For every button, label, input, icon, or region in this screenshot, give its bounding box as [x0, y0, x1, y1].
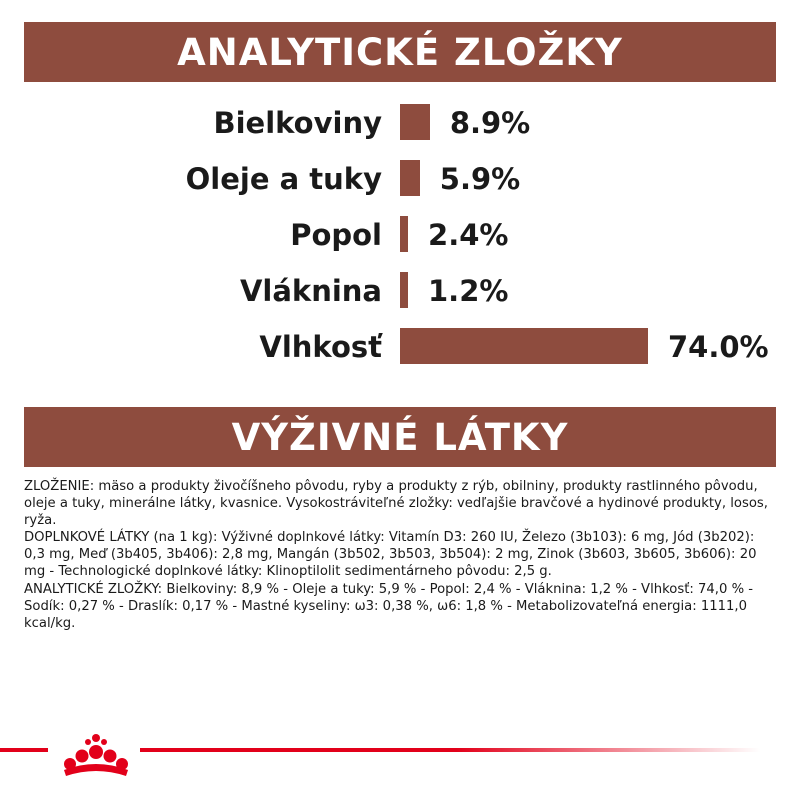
chart-row	[0, 319, 800, 375]
composition-paragraph: ZLOŽENIE: mäso a produkty živočíšneho pôvodu, ryby a produkty z rýb, obilniny, produkty rastlinného pôvodu, oleje a tuky, minerálne látky, kvasnice. Vysokostráviteľné zložky: vedľajšie bravčové a hydinové produkty, losos, ryža.	[24, 479, 768, 529]
category-label: Vlhkosť	[259, 330, 382, 364]
chart-row	[0, 95, 800, 151]
analytical-components-chart	[0, 95, 800, 395]
value-label: 1.2%	[428, 274, 509, 308]
royal-crown-icon	[48, 718, 140, 782]
nutrients-title: VÝŽIVNÉ LÁTKY	[231, 415, 569, 459]
analytical-components-banner	[24, 22, 776, 82]
analytical-components-title: ANALYTICKÉ ZLOŽKY	[177, 30, 623, 74]
category-label: Oleje a tuky	[185, 162, 382, 196]
category-label: Bielkoviny	[213, 106, 382, 140]
royal-canin-crown-icon	[48, 718, 140, 782]
value-bar	[400, 104, 430, 140]
additives-paragraph: DOPLNKOVÉ LÁTKY (na 1 kg): Výživné doplnkové látky: Vitamín D3: 260 IU, Železo (3b103): 6 mg, Jód (3b202): 0,3 mg, Meď (3b405, 3b406): 2,8 mg, Mangán (3b502, 3b503, 3b504): 2 mg, Zinok (3b603, 3b605, 3b606): 20 mg - Technologické doplnkové látky: Klinoptilolit sedimentárneho pôvodu: 2,5 g.	[24, 530, 757, 580]
value-label: 8.9%	[449, 106, 531, 140]
chart-row	[0, 207, 800, 263]
category-label: Vláknina	[239, 274, 382, 308]
category-label: Popol	[290, 218, 382, 252]
value-label: 2.4%	[428, 218, 509, 252]
value-label: 5.9%	[439, 162, 521, 196]
analytical-paragraph: ANALYTICKÉ ZLOŽKY: Bielkoviny: 8,9 % - Oleje a tuky: 5,9 % - Popol: 2,4 % - Vláknina: 1,2 % - Vlhkosť: 74,0 % - Sodík: 0,27 % - Draslík: 0,17 % - Mastné kyseliny: ω3: 0,38 %, ω6: 1,8 % - Metabolizovateľná energia: 1111,0 kcal/kg.	[24, 581, 754, 631]
chart-row	[0, 151, 800, 207]
composition-text	[24, 478, 776, 632]
value-label: 74.0%	[668, 330, 769, 364]
value-bar	[400, 216, 408, 252]
value-bar	[400, 272, 408, 308]
value-bar	[400, 328, 648, 364]
chart-row	[0, 263, 800, 319]
nutrients-banner	[24, 407, 776, 467]
value-bar	[400, 160, 420, 196]
